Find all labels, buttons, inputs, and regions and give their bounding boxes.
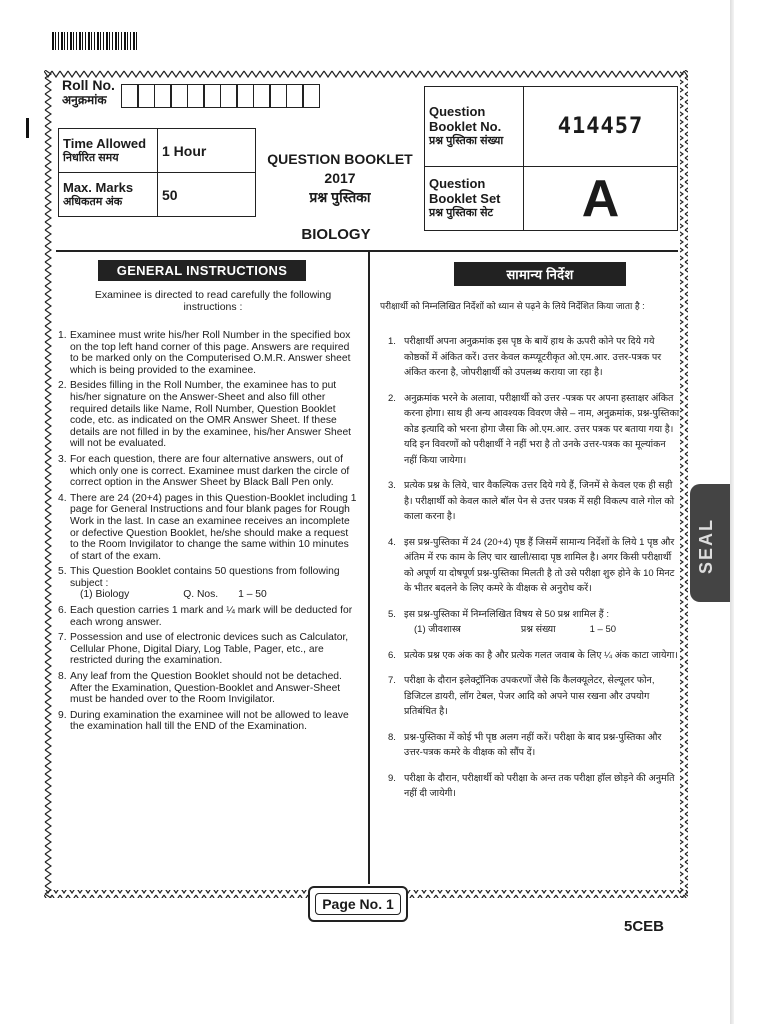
- roll-no-digit-box[interactable]: [203, 84, 221, 108]
- margin-mark: [26, 118, 29, 138]
- instruction-item-hi: 1. परीक्षार्थी अपना अनुक्रमांक इस पृष्ठ के बायें हाथ के ऊपरी कोने पर दिये गये कोष्ठकों में अंकित करें। उत्तर केवल कम्प्यूटरीकृत ओ.एम.आर. उत्तर-पत्रक पर अंकित करना है, जोपरीक्षार्थी को उपलब्ध कराया जा रहा है।: [388, 336, 662, 378]
- instruction-item: 8. Any leaf from the Question Booklet should not be detached. After the Examination, Question-Booklet and Answer-Sheet must be handed over to the Room Invigilator.: [58, 671, 342, 706]
- max-marks-label: Max. Marks अधिकतम अंक: [59, 173, 158, 217]
- booklet-set-label: Question Booklet Set प्रश्न पुस्तिका सेट: [425, 167, 524, 231]
- roll-no-digit-box[interactable]: [187, 84, 205, 108]
- roll-no-digit-box[interactable]: [253, 84, 271, 108]
- instruction-item: 3. For each question, there are four alternative answers, out of which only one is correct. Examinee must darken the circle of correct option in the Answer Sheet by Black Ball Pen only.: [58, 453, 350, 489]
- booklet-info-table: [424, 86, 678, 231]
- roll-no-digit-box[interactable]: [236, 84, 254, 108]
- instruction-item: 1. Examinee must write his/her Roll Number in the specified box on the top left hand corner of this page. Answers are required to be marked only on the Computerised O.M.R. Answer sheet which is being provided to the examinee.: [58, 330, 351, 376]
- seal-label: SEAL: [696, 517, 716, 574]
- instruction-item-hi: 4. इस प्रश्न-पुस्तिका में 24 (20+4) पृष्ठ हैं जिसमें सामान्य निर्देशों के लिये 1 पृष्ठ और अंतिम में रफ काम के लिए चार खाली/सादा पृष्ठ शामिल है। अगर किसी परीक्षार्थी को अपूर्ण या दोषपूर्ण प्रश्न-पुस्तिका मिलती है तो उसे परीक्षा शुरु होने के 10 मिनट के भीतर बदलने के लिए कमरे के वीक्षक से अनुरोध करें।: [388, 536, 675, 594]
- seal-tab: [690, 484, 730, 602]
- roll-no-digit-box[interactable]: [269, 84, 287, 108]
- roll-no-digit-box[interactable]: [220, 84, 238, 108]
- roll-no-digit-box[interactable]: [137, 84, 155, 108]
- subject-row-en: (1) Biology Q. Nos. 1 – 50: [80, 589, 267, 601]
- time-allowed-label: Time Allowed निर्धारित समय: [59, 129, 158, 173]
- roll-no-digit-box[interactable]: [302, 84, 320, 108]
- instruction-item: 2. Besides filling in the Roll Number, the examinee has to put his/her signature on the Answer-Sheet and also fill other required details like Name, Roll Number, Question Booklet code, etc. as indicated on the OMR Answer Sheet. If these details are not filled in by the examinee, his/her Answer Sheet will not be evaluated.: [58, 380, 352, 450]
- instruction-item: 6. Each question carries 1 mark and ¼ mark will be deducted for each wrong answer.: [58, 605, 353, 628]
- booklet-set-value: A: [524, 167, 678, 231]
- page-number: Page No. 1: [315, 893, 401, 915]
- instruction-item-hi: 5. इस प्रश्न-पुस्तिका में निम्नलिखित विषय से 50 प्रश्न शामिल हैं : (1) जीवशास्त्र प्रश्न संख्या 1 – 50: [388, 607, 680, 638]
- subject-title: BIOLOGY: [301, 226, 371, 243]
- instruction-item: 5. This Question Booklet contains 50 questions from following subject : (1) Biology Q. Nos. 1 – 50: [58, 566, 358, 601]
- samanya-nirdesh-heading: सामान्य निर्देश: [454, 262, 626, 286]
- instruction-item-hi: 3. प्रत्येक प्रश्न के लिये, चार वैकल्पिक उत्तर दिये गये हैं, जिनमें से केवल एक ही सही है। परीक्षार्थी को केवल काले बॉल पेन से उत्तर पत्रक में सही विकल्प वाले गोल को काला करना है।: [388, 480, 675, 522]
- roll-no-boxes[interactable]: [122, 84, 320, 108]
- instructions-intro-hi: परीक्षार्थी को निम्नलिखित निर्देशों को ध्यान से पढ़ने के लिये निर्देशित किया जाता है :: [380, 301, 645, 311]
- booklet-no-value: 414457: [524, 87, 678, 167]
- column-divider: [368, 252, 370, 884]
- roll-no-digit-box[interactable]: [121, 84, 139, 108]
- instructions-list-hi: [388, 334, 680, 812]
- instructions-intro-en: Examinee is directed to read carefully the following instructions :: [94, 289, 332, 313]
- instruction-item-hi: 9. परीक्षा के दौरान, परीक्षार्थी को परीक्षा के अन्त तक परीक्षा हॉल छोड़ने की अनुमति नहीं दी जायेगी।: [388, 772, 675, 799]
- booklet-title-block: [256, 150, 424, 207]
- booklet-title-hi: प्रश्न पुस्तिका: [309, 189, 371, 205]
- roll-no-label: Roll No. अनुक्रमांक: [62, 77, 115, 107]
- instruction-item: 4. There are 24 (20+4) pages in this Question-Booklet including 1 page for General Instructions and four blank pages for Rough Work in the last. In case an examinee receives an incomplete or defective Question Booklet, he/she should make a request to the Room Invigilator to change the same within 10 minutes of start of the exam.: [58, 492, 357, 562]
- page-number-box: [308, 886, 408, 922]
- roll-no-digit-box[interactable]: [286, 84, 304, 108]
- subject-row-hi: (1) जीवशास्त्र प्रश्न संख्या 1 – 50: [414, 624, 617, 635]
- booklet-title: QUESTION BOOKLET: [267, 151, 413, 167]
- booklet-code: 5CEB: [624, 918, 665, 935]
- page-edge: [730, 0, 734, 1024]
- max-marks-value: 50: [158, 173, 256, 217]
- general-instructions-heading: GENERAL INSTRUCTIONS: [98, 260, 306, 281]
- time-marks-table: [58, 128, 256, 217]
- roll-no-digit-box[interactable]: [154, 84, 172, 108]
- instruction-item-hi: 6. प्रत्येक प्रश्न एक अंक का है और प्रत्येक गलत जवाब के लिए ¼ अंक काटा जायेगा।: [388, 649, 678, 661]
- instruction-item: 9. During examination the examinee will not be allowed to leave the examination hall till the END of the Examination.: [58, 709, 349, 733]
- header-divider: [56, 250, 678, 252]
- barcode: [52, 32, 138, 50]
- booklet-year: 2017: [324, 170, 356, 186]
- booklet-no-label: Question Booklet No. प्रश्न पुस्तिका संख्या: [425, 87, 524, 167]
- instruction-item-hi: 7. परीक्षा के दौरान इलेक्ट्रॉनिक उपकरणों जैसे कि कैलक्यूलेटर, सेल्यूलर फोन, डिजिटल डायरी, लॉग टेबल, पेजर आदि को अपने पास रखना और उपयोग प्रतिबंधित है।: [388, 675, 655, 717]
- instructions-list-en: [58, 330, 358, 737]
- instruction-item-hi: 2. अनुक्रमांक भरने के अलावा, परीक्षार्थी को उत्तर -पत्रक पर अपना हस्ताक्षर अंकित करना होगा। साथ ही अन्य आवश्यक विवरण जैसे – नाम, अनुक्रमांक, प्रश्न-पुस्तिका कोड इत्यादि को भरना होगा जैसा कि ओ.एम.आर. उत्तर पत्रक पर बताया गया है। यदि इन विवरणों को परीक्षार्थी ने नहीं भरा है तो उनके उत्तर-पत्रक का मूल्यांकन नहीं किया जायेगा।: [388, 392, 680, 466]
- instruction-item: 7. Possession and use of electronic devices such as Calculator, Cellular Phone, Digital Diary, Log Table, Pager, etc., are restricted during the examination.: [58, 632, 349, 667]
- time-allowed-value: 1 Hour: [158, 129, 256, 173]
- instruction-item-hi: 8. प्रश्न-पुस्तिका में कोई भी पृष्ठ अलग नहीं करें। परीक्षा के बाद प्रश्न-पुस्तिका और उत्तर-पत्रक कमरे के वीक्षक को सौंप दें।: [388, 731, 662, 758]
- roll-no-digit-box[interactable]: [170, 84, 188, 108]
